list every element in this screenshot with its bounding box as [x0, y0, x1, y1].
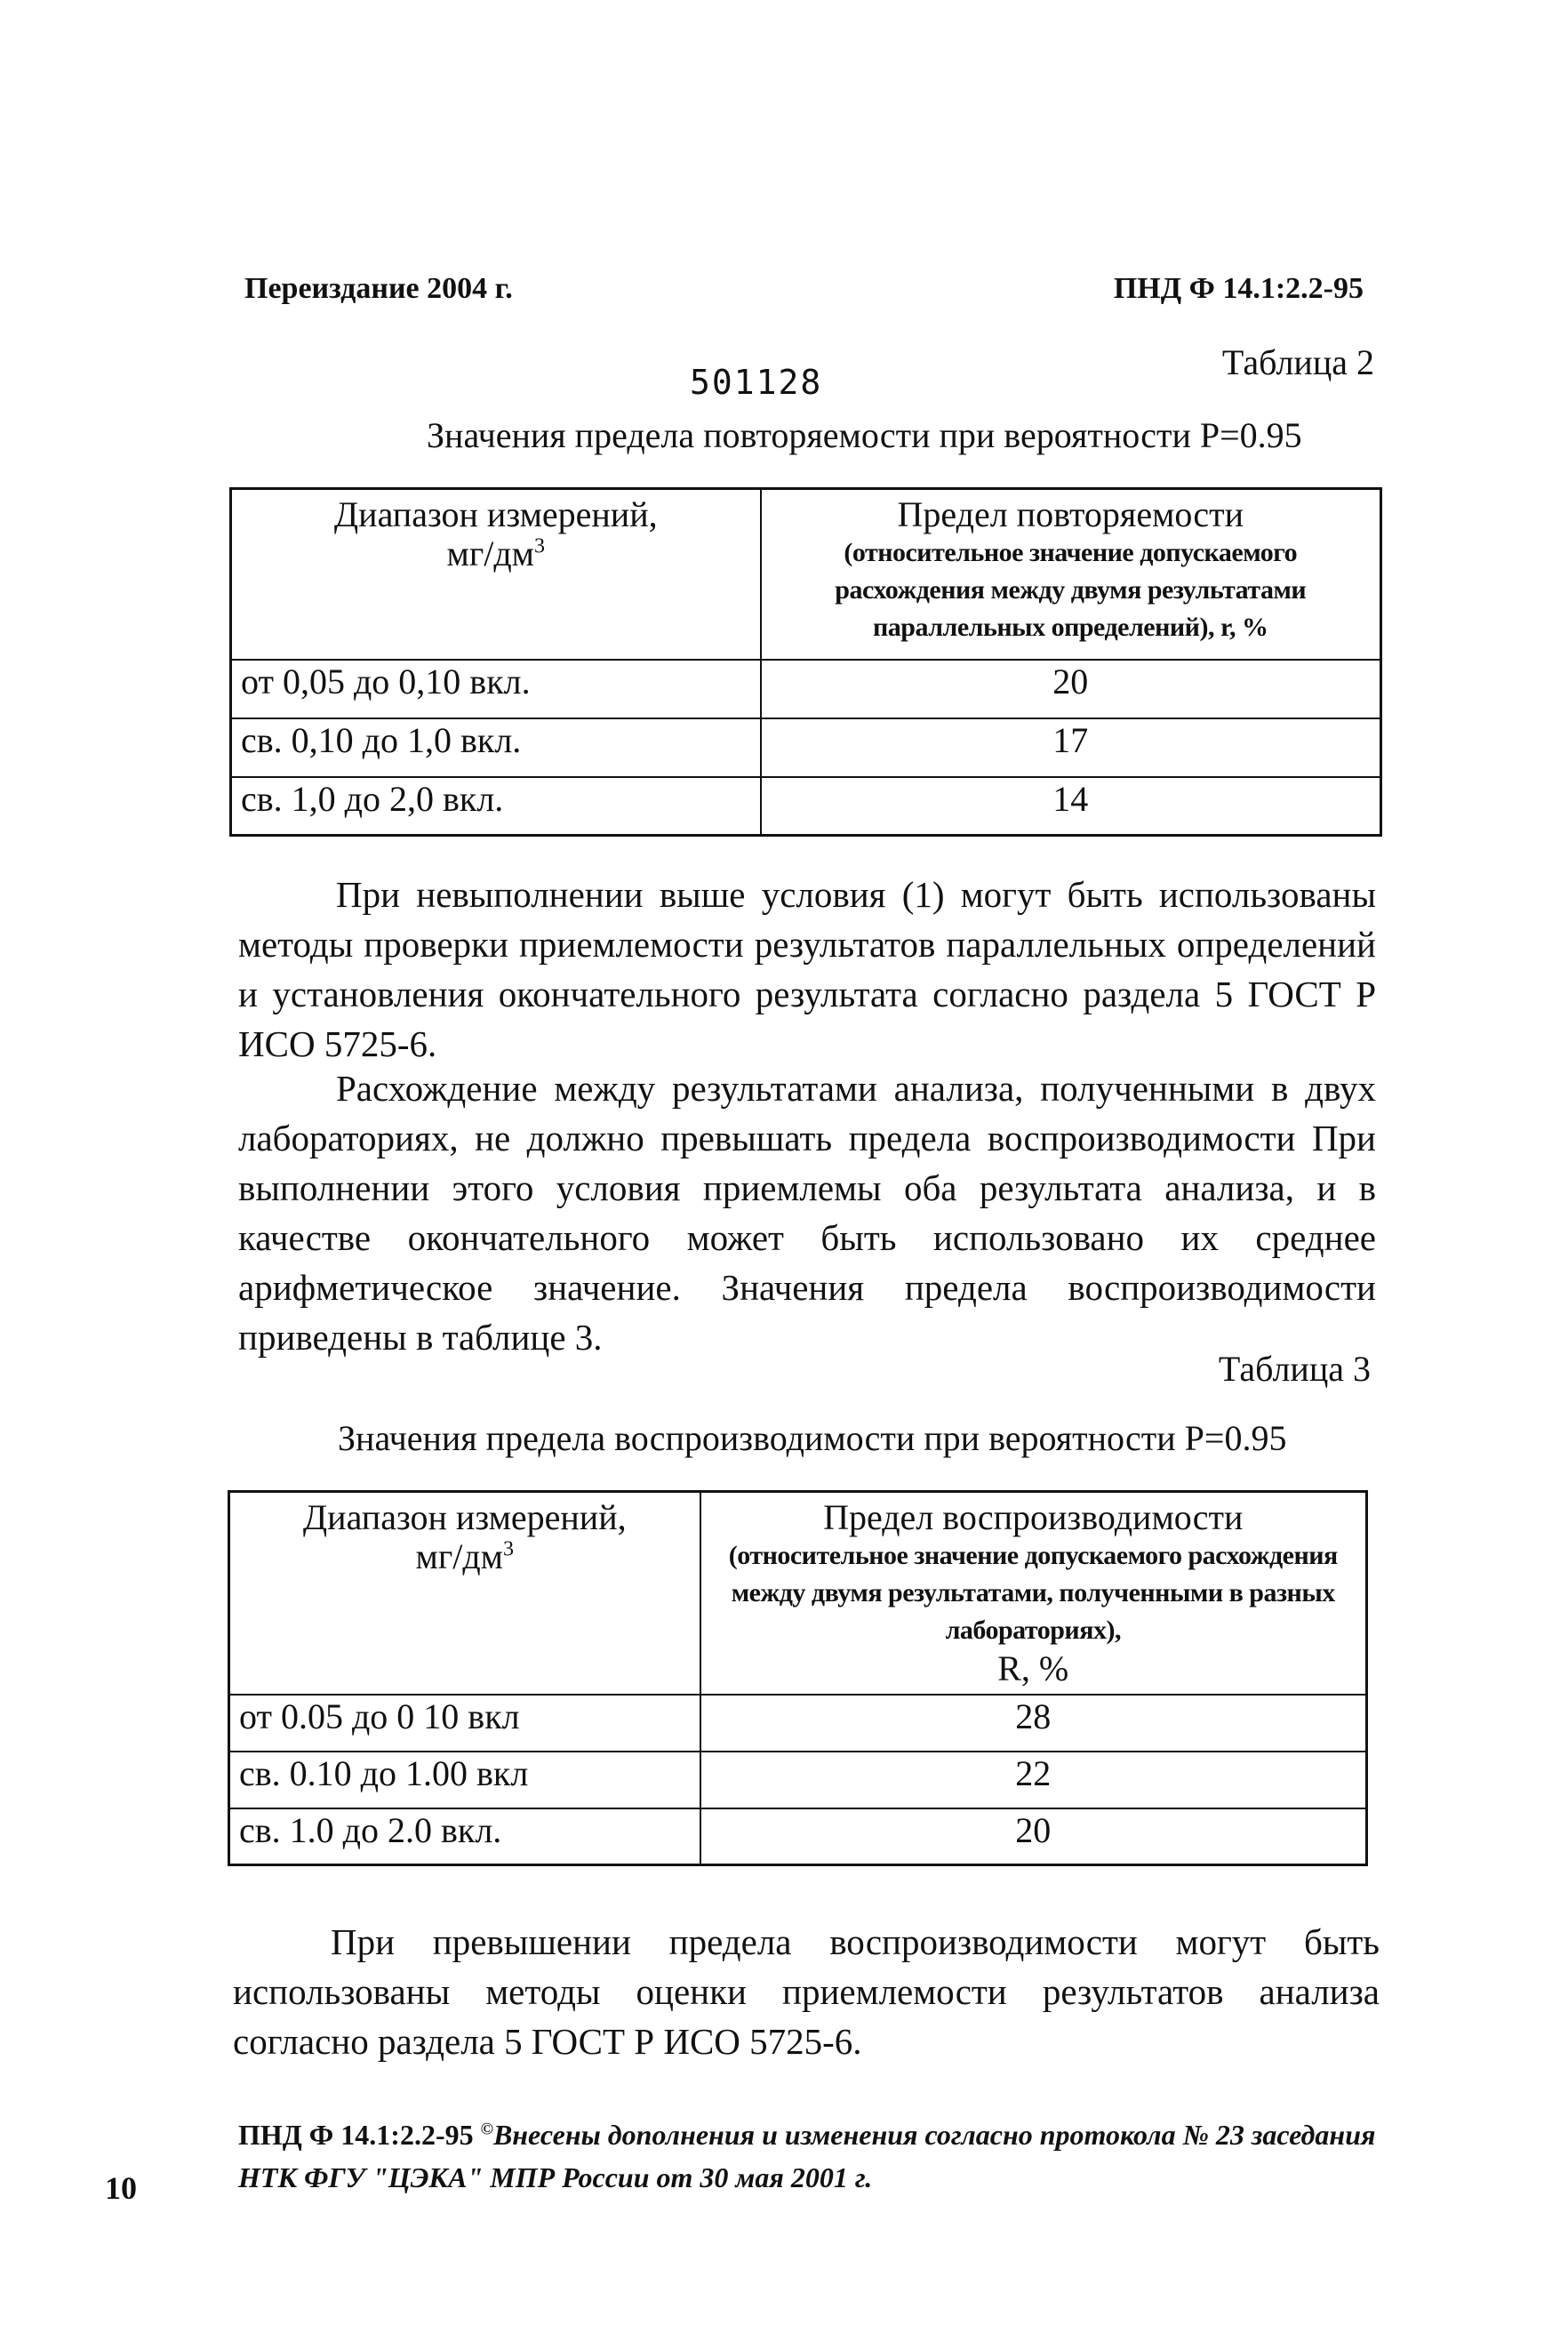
table3-range: св. 1.0 до 2.0 вкл.	[229, 1808, 700, 1865]
table3-col1-unit-line	[230, 1537, 700, 1576]
table2-label: Таблица 2	[1221, 342, 1374, 382]
table3-col1-title: Диапазон измерений,	[302, 1497, 627, 1537]
footnote-text: Внесены дополнения и изменения согласно протокола № 23 заседания НТК ФГУ "ЦЭКА" МПР России от 30 мая 2001 г.	[238, 2119, 1376, 2193]
table2-value: 20	[761, 660, 1381, 718]
table3-header-row	[229, 1492, 1367, 1695]
page-number: 10	[105, 2170, 137, 2206]
table3-col1-header	[229, 1492, 700, 1695]
table-row	[231, 660, 1381, 718]
footnote-document-code: ПНД Ф 14.1:2.2-95	[238, 2119, 474, 2151]
table3-col2-symbol: R, %	[997, 1648, 1069, 1688]
table2-col1-title: Диапазон измерений,	[333, 494, 658, 534]
paragraph-lab-discrepancy: Расхождение между результатами анализа, полученными в двух лабораториях, не должно превышать предела воспроизводимости При выполнении этого условия приемлемы оба результата анализа, и в качестве окончательного может быть использовано их среднее арифметическое значение. Значения предела воспроизводимости приведены в таблице 3.	[238, 1068, 1376, 1358]
footnote-mark: ©	[480, 2120, 493, 2139]
table2-col2-title: Предел повторяемости	[897, 494, 1244, 534]
table2-caption: Значения предела повторяемости при вероятности Р=0.95	[427, 415, 1302, 455]
table2-col2-subtitle: (относительное значение допускаемого расхождения между двумя результатами параллельных определений), r, %	[835, 538, 1307, 642]
table3-label: Таблица 3	[1218, 1349, 1371, 1389]
table3-col2-subtitle: (относительное значение допускаемого расхождения между двумя результатами, полученными в разных лабораториях),	[728, 1541, 1338, 1645]
table3-value: 28	[700, 1695, 1367, 1752]
amendment-footnote	[238, 2113, 1394, 2199]
table3-col1-unit-sup: 3	[503, 1537, 514, 1561]
paragraph-reproducibility-methods: При невыполнении выше условия (1) могут быть использованы методы проверки приемлемости результатов параллельных определений и установления окончательного результата согласно раздела 5 ГОСТ Р ИСО 5725-6.	[238, 874, 1376, 1064]
table3-caption: Значения предела воспроизводимости при вероятности Р=0.95	[338, 1418, 1287, 1458]
table2-col2-header	[761, 489, 1381, 660]
table3	[228, 1490, 1368, 1866]
document-code: ПНД Ф 14.1:2.2-95	[1113, 272, 1364, 305]
table2-range: св. 1,0 до 2,0 вкл.	[231, 777, 761, 836]
table2-col1-header	[231, 489, 761, 660]
document-number: 501128	[690, 363, 823, 402]
table3-value: 20	[700, 1808, 1367, 1865]
table-row	[229, 1695, 1367, 1752]
table2-col1-unit-sup: 3	[534, 534, 545, 558]
table3-col2-header	[700, 1492, 1367, 1695]
table-row	[229, 1808, 1367, 1865]
table3-col1-unit: мг/дм	[415, 1536, 503, 1576]
table2-header-row	[231, 489, 1381, 660]
table-row	[231, 777, 1381, 836]
table3-range: св. 0.10 до 1.00 вкл	[229, 1752, 700, 1808]
table2-col1-unit-line	[232, 534, 760, 573]
table2-range: от 0,05 до 0,10 вкл.	[231, 660, 761, 718]
table2	[229, 487, 1382, 837]
table2-range: св. 0,10 до 1,0 вкл.	[231, 718, 761, 777]
table2-col1-unit: мг/дм	[446, 533, 534, 573]
table3-col2-title: Предел воспроизводимости	[823, 1497, 1244, 1537]
table3-range: от 0.05 до 0 10 вкл	[229, 1695, 700, 1752]
paragraph-exceeding-limit: При превышении предела воспроизводимости могут быть использованы методы оценки приемлемости результатов анализа согласно раздела 5 ГОСТ Р ИСО 5725-6.	[233, 1921, 1380, 2062]
table2-value: 14	[761, 777, 1381, 836]
reissue-note: Переиздание 2004 г.	[244, 272, 513, 305]
table3-value: 22	[700, 1752, 1367, 1808]
table-row	[231, 718, 1381, 777]
table-row	[229, 1752, 1367, 1808]
table2-value: 17	[761, 718, 1381, 777]
